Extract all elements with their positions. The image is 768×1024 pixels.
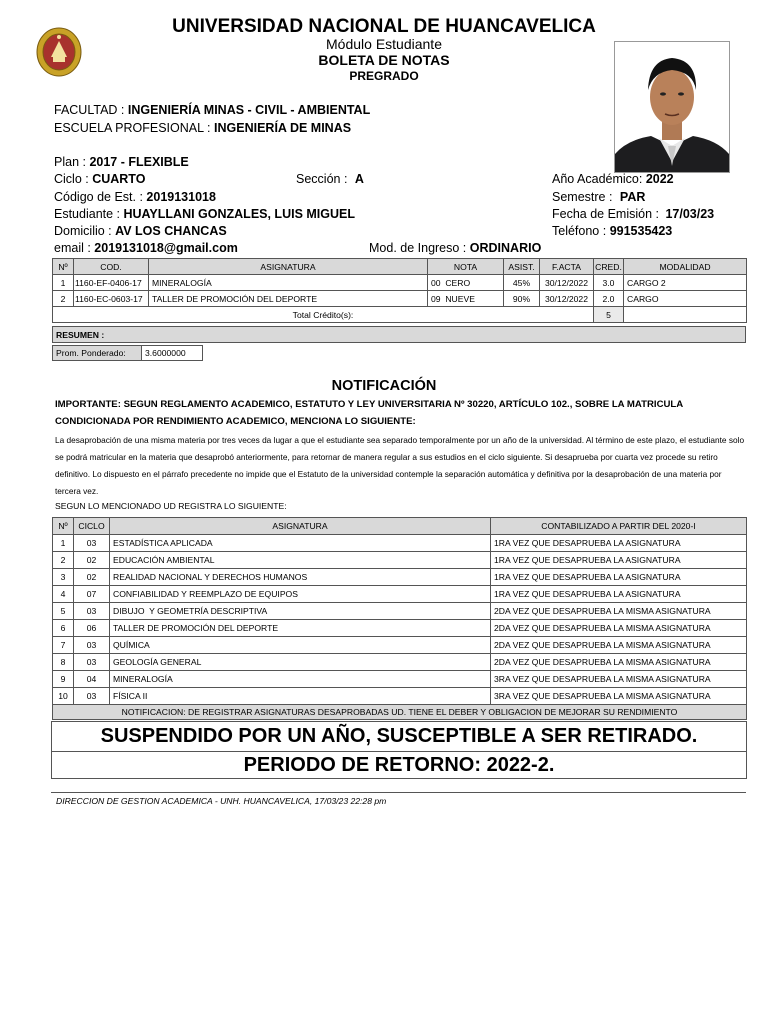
grade-cell: 1 — [53, 275, 74, 291]
failed-cell: 3RA VEZ QUE DESAPRUEBA LA MISMA ASIGNATURA — [491, 671, 747, 688]
failed-cell: 2 — [53, 552, 74, 569]
faculty-value: INGENIERÍA MINAS - CIVIL - AMBIENTAL — [127, 103, 371, 117]
academic-year-line — [552, 172, 674, 186]
table-row — [53, 603, 747, 620]
failed-cell: 1RA VEZ QUE DESAPRUEBA LA ASIGNATURA — [491, 552, 747, 569]
grades-table — [52, 258, 747, 323]
failed-cell: 3 — [53, 569, 74, 586]
cycle-label: Ciclo : — [54, 172, 93, 186]
failed-cell: 1RA VEZ QUE DESAPRUEBA LA ASIGNATURA — [491, 586, 747, 603]
failed-cell: 03 — [74, 654, 110, 671]
notification-intro: SEGUN LO MENCIONADO UD REGISTRA LO SIGUIENTE: — [55, 501, 287, 511]
admission-line — [369, 241, 541, 255]
grade-cell: 45% — [504, 275, 540, 291]
failed-cell: DIBUJO Y GEOMETRÍA DESCRIPTIVA — [110, 603, 491, 620]
failed-cell: 2DA VEZ QUE DESAPRUEBA LA MISMA ASIGNATURA — [491, 603, 747, 620]
module-name: Módulo Estudiante — [326, 36, 442, 52]
student-code-line — [54, 190, 216, 204]
academic-year-label: Año Académico: — [552, 172, 646, 186]
failed-cell: 6 — [53, 620, 74, 637]
failed-cell: 03 — [74, 688, 110, 705]
failed-cell: 10 — [53, 688, 74, 705]
failed-footer-row — [53, 705, 747, 720]
faculty-line — [54, 103, 370, 117]
failed-cell: 8 — [53, 654, 74, 671]
student-code-value: 2019131018 — [146, 190, 216, 204]
grade-cell: TALLER DE PROMOCIÓN DEL DEPORTE — [149, 291, 428, 307]
failed-header-cell: ASIGNATURA — [110, 518, 491, 535]
school-value: INGENIERÍA DE MINAS — [214, 121, 352, 135]
failed-cell: 04 — [74, 671, 110, 688]
semester-label: Semestre : — [552, 190, 616, 204]
grade-cell: CARGO 2 — [624, 275, 747, 291]
failed-cell: 9 — [53, 671, 74, 688]
section-label: Sección : — [296, 172, 351, 186]
failed-cell: 1RA VEZ QUE DESAPRUEBA LA ASIGNATURA — [491, 569, 747, 586]
failed-cell: 2DA VEZ QUE DESAPRUEBA LA MISMA ASIGNATURA — [491, 654, 747, 671]
table-row — [53, 671, 747, 688]
cycle-value: CUARTO — [92, 172, 146, 186]
grades-header-cell: MODALIDAD — [624, 259, 747, 275]
failed-header-cell: Nº — [53, 518, 74, 535]
failed-cell: EDUCACIÓN AMBIENTAL — [110, 552, 491, 569]
email-line — [54, 241, 238, 255]
empty-cell — [624, 307, 747, 323]
grade-cell: 00 CERO — [428, 275, 504, 291]
grades-header-cell: NOTA — [428, 259, 504, 275]
failed-cell: 5 — [53, 603, 74, 620]
phone-line — [552, 224, 672, 238]
student-photo — [614, 41, 730, 173]
phone-value: 991535423 — [609, 224, 673, 238]
failed-header-row — [53, 518, 747, 535]
grade-cell: CARGO — [624, 291, 747, 307]
address-value: AV LOS CHANCAS — [115, 224, 227, 238]
student-name-label: Estudiante : — [54, 207, 124, 221]
failed-cell: FÍSICA II — [110, 688, 491, 705]
grade-cell: 2.0 — [594, 291, 624, 307]
plan-line — [54, 155, 189, 169]
failed-cell: 03 — [74, 637, 110, 654]
grade-cell: 30/12/2022 — [540, 291, 594, 307]
summary-label: RESUMEN : — [53, 327, 746, 343]
grades-header-cell: COD. — [74, 259, 149, 275]
phone-label: Teléfono : — [552, 224, 610, 238]
grade-cell: 90% — [504, 291, 540, 307]
table-row — [53, 535, 747, 552]
verdict-box — [51, 721, 747, 779]
failed-courses-table — [52, 517, 747, 720]
issue-date-value: 17/03/23 — [665, 207, 715, 221]
table-row — [53, 637, 747, 654]
failed-cell: 7 — [53, 637, 74, 654]
failed-cell: MINERALOGÍA — [110, 671, 491, 688]
failed-cell: 03 — [74, 603, 110, 620]
failed-cell: 1 — [53, 535, 74, 552]
section-value: A — [354, 172, 364, 186]
grade-cell: 30/12/2022 — [540, 275, 594, 291]
table-row — [53, 688, 747, 705]
failed-header-cell: CONTABILIZADO A PARTIR DEL 2020-I — [491, 518, 747, 535]
email-value: 2019131018@gmail.com — [94, 241, 238, 255]
document-title: BOLETA DE NOTAS — [318, 52, 450, 68]
grades-header-cell: CRED. — [594, 259, 624, 275]
failed-cell: 4 — [53, 586, 74, 603]
failed-cell: 1RA VEZ QUE DESAPRUEBA LA ASIGNATURA — [491, 535, 747, 552]
grades-header-cell: F.ACTA — [540, 259, 594, 275]
weighted-average-label: Prom. Ponderado: — [53, 346, 142, 361]
semester-value: PAR — [619, 190, 646, 204]
failed-cell: QUÍMICA — [110, 637, 491, 654]
grade-cell: 2 — [53, 291, 74, 307]
failed-cell: REALIDAD NACIONAL Y DERECHOS HUMANOS — [110, 569, 491, 586]
email-label: email : — [54, 241, 95, 255]
semester-line — [552, 190, 645, 204]
study-level: PREGRADO — [349, 69, 419, 83]
verdict-divider — [52, 751, 746, 752]
cycle-line — [54, 172, 145, 186]
failed-footer-note: NOTIFICACION: DE REGISTRAR ASIGNATURAS DESAPROBADAS UD. TIENE EL DEBER Y OBLIGACION DE MEJORAR SU RENDIMIENTO — [53, 705, 747, 720]
section-line — [296, 172, 364, 186]
table-row — [53, 569, 747, 586]
footer-text: DIRECCION DE GESTION ACADEMICA - UNH. HUANCAVELICA, 17/03/23 22:28 pm — [56, 796, 387, 806]
student-name-line — [54, 207, 355, 221]
grade-cell: MINERALOGÍA — [149, 275, 428, 291]
address-line — [54, 224, 227, 238]
student-code-label: Código de Est. : — [54, 190, 147, 204]
admission-value: ORDINARIO — [469, 241, 542, 255]
grades-header-cell: ASIST. — [504, 259, 540, 275]
table-row — [53, 586, 747, 603]
grades-header-cell: Nº — [53, 259, 74, 275]
failed-cell: 03 — [74, 535, 110, 552]
school-label: ESCUELA PROFESIONAL : — [54, 121, 215, 135]
grade-cell: 09 NUEVE — [428, 291, 504, 307]
notification-paragraph: La desaprobación de una misma materia por tres veces da lugar a que el estudiante sea separado temporalmente por un año de la universidad. Al término de este plazo, el estudiante solo se podrá matricular en la materia que desaprobó anteriormente, para retornar de manera regular a sus estudios en el ciclo siguiente. Si desaprueba por cuarta vez procede su retiro definitivo. Lo dispuesto en el párrafo precedente no impide que el Estatuto de la universidad contemple la separación automática y definitiva por la desaprobación de una materia por tercera vez. — [55, 435, 745, 496]
address-label: Domicilio : — [54, 224, 116, 238]
failed-cell: 07 — [74, 586, 110, 603]
issue-date-label: Fecha de Emisión : — [552, 207, 663, 221]
table-row — [53, 654, 747, 671]
weighted-average-value: 3.6000000 — [142, 346, 203, 361]
weighted-average-table — [52, 345, 203, 361]
school-line — [54, 121, 351, 135]
footer-divider — [51, 792, 746, 793]
table-row — [53, 552, 747, 569]
verdict-line-2: PERIODO DE RETORNO: 2022-2. — [243, 754, 555, 776]
table-row — [53, 291, 747, 307]
failed-cell: ESTADÍSTICA APLICADA — [110, 535, 491, 552]
failed-cell: CONFIABILIDAD Y REEMPLAZO DE EQUIPOS — [110, 586, 491, 603]
academic-year-value: 2022 — [645, 172, 674, 186]
failed-cell: GEOLOGÍA GENERAL — [110, 654, 491, 671]
plan-label: Plan : — [54, 155, 90, 169]
total-credits-label: Total Crédito(s): — [53, 307, 594, 323]
total-credits-value: 5 — [594, 307, 624, 323]
failed-header-cell: CICLO — [74, 518, 110, 535]
notification-important: IMPORTANTE: SEGUN REGLAMENTO ACADEMICO, ESTATUTO Y LEY UNIVERSITARIA Nº 30220, ARTÍCULO 102., SOBRE LA MATRICULA CONDICIONADA POR RENDIMIENTO ACADEMICO, MENCIONA LO SIGUIENTE: — [55, 399, 683, 427]
student-name-value: HUAYLLANI GONZALES, LUIS MIGUEL — [123, 207, 355, 221]
grade-cell: 3.0 — [594, 275, 624, 291]
failed-cell: 2DA VEZ QUE DESAPRUEBA LA MISMA ASIGNATURA — [491, 637, 747, 654]
failed-cell: 02 — [74, 569, 110, 586]
grade-cell: 1160-EF-0406-17 — [74, 275, 149, 291]
verdict-line-1: SUSPENDIDO POR UN AÑO, SUSCEPTIBLE A SER RETIRADO. — [100, 725, 698, 747]
table-row — [53, 275, 747, 291]
plan-value: 2017 - FLEXIBLE — [89, 155, 189, 169]
admission-label: Mod. de Ingreso : — [369, 241, 470, 255]
summary-table — [52, 326, 746, 343]
university-name: UNIVERSIDAD NACIONAL DE HUANCAVELICA — [172, 16, 596, 37]
failed-cell: 02 — [74, 552, 110, 569]
failed-cell: 2DA VEZ QUE DESAPRUEBA LA MISMA ASIGNATURA — [491, 620, 747, 637]
issue-date-line — [552, 207, 714, 221]
total-credits-row — [53, 307, 747, 323]
faculty-label: FACULTAD : — [54, 103, 128, 117]
failed-cell: 06 — [74, 620, 110, 637]
grades-header-cell: ASIGNATURA — [149, 259, 428, 275]
failed-cell: TALLER DE PROMOCIÓN DEL DEPORTE — [110, 620, 491, 637]
table-row — [53, 620, 747, 637]
grade-cell: 1160-EC-0603-17 — [74, 291, 149, 307]
grades-header-row — [53, 259, 747, 275]
failed-cell: 3RA VEZ QUE DESAPRUEBA LA MISMA ASIGNATURA — [491, 688, 747, 705]
notification-title: NOTIFICACIÓN — [331, 378, 437, 394]
